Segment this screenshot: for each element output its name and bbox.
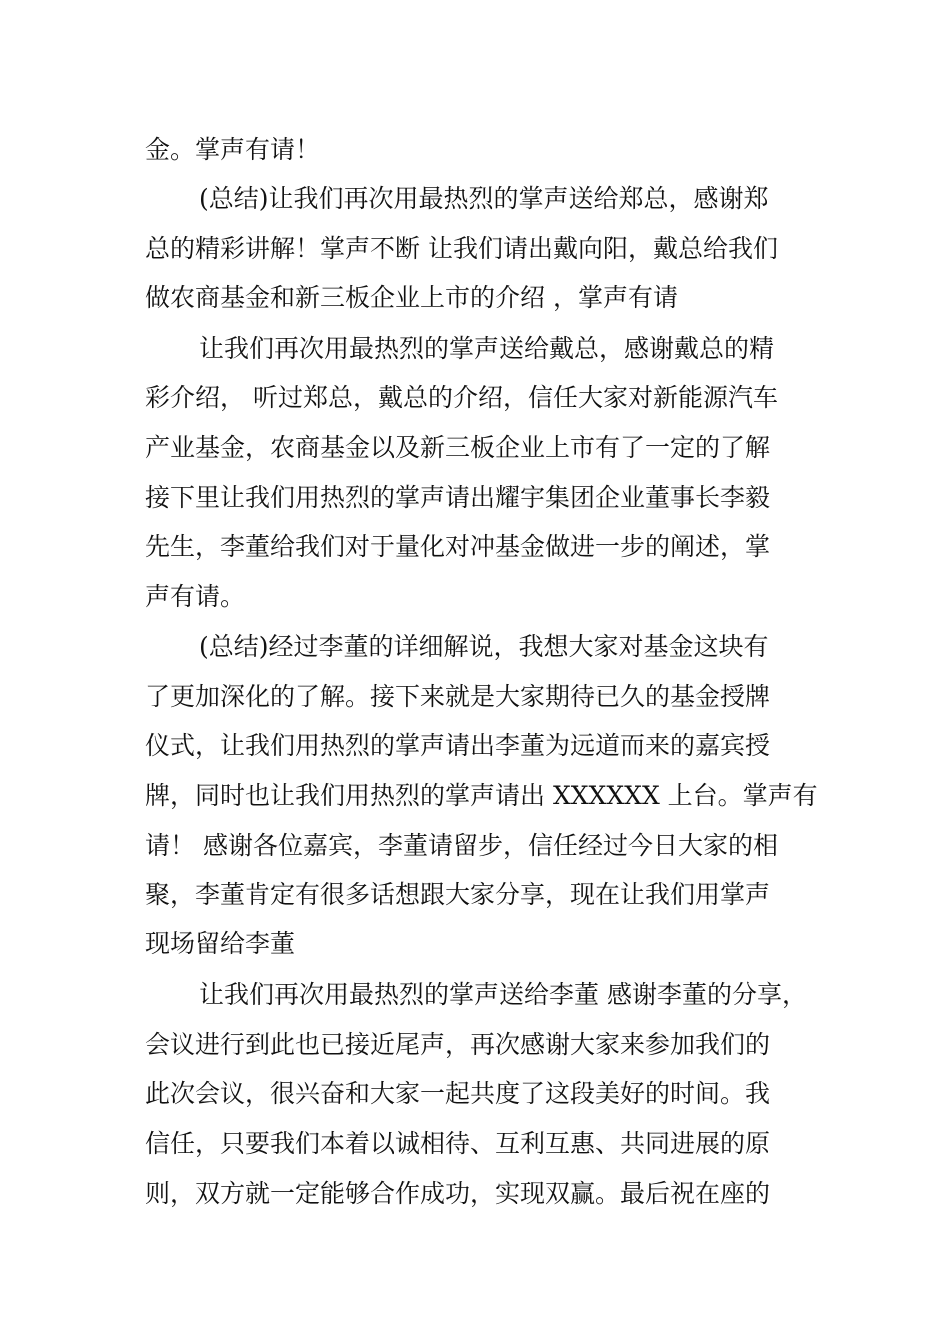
- text-line: 产业基金，农商基金以及新三板企业上市有了一定的了解: [145, 433, 771, 462]
- text-line: (总结)让我们再次用最热烈的掌声送给郑总，感谢郑: [199, 184, 769, 213]
- text-line: 信任，只要我们本着以诚相待、互利互惠、共同进展的原: [145, 1129, 771, 1158]
- text-line: 则，双方就一定能够合作成功，实现双赢。最后祝在座的: [145, 1179, 771, 1208]
- text-line: 仪式，让我们用热烈的掌声请出李董为远道而来的嘉宾授: [145, 731, 771, 760]
- text-line: 现场留给李董: [145, 929, 296, 958]
- text-line: 聚，李董肯定有很多话想跟大家分享，现在让我们用掌声: [145, 880, 771, 909]
- text-line: 先生，李董给我们对于量化对冲基金做进一步的阐述，掌: [145, 532, 771, 561]
- text-line: 了更加深化的了解。接下来就是大家期待已久的基金授牌: [145, 682, 771, 711]
- text-line: 请！ 感谢各位嘉宾，李董请留步，信任经过今日大家的相: [145, 831, 778, 860]
- text-line: (总结)经过李董的详细解说，我想大家对基金这块有: [199, 632, 769, 661]
- text-line: 做农商基金和新三板企业上市的介绍 ，掌声有请: [145, 283, 678, 312]
- text-line: 让我们再次用最热烈的掌声送给李董 感谢李董的分享，: [199, 980, 807, 1009]
- text-line: 声有请。: [145, 582, 246, 611]
- text-line: 彩介绍， 听过郑总，戴总的介绍，信任大家对新能源汽车: [145, 383, 778, 412]
- text-line: 总的精彩讲解！掌声不断 让我们请出戴向阳，戴总给我们: [145, 234, 778, 263]
- text-line: 让我们再次用最热烈的掌声送给戴总，感谢戴总的精: [199, 334, 775, 363]
- text-line: 此次会议，很兴奋和大家一起共度了这段美好的时间。我: [145, 1079, 771, 1108]
- text-line: 金。掌声有请！: [145, 135, 321, 164]
- text-line: 牌，同时也让我们用热烈的掌声请出 XXXXXX 上台。掌声有: [145, 781, 818, 810]
- text-line: 接下里让我们用热烈的掌声请出耀宇集团企业董事长李毅: [145, 483, 771, 512]
- text-line: 会议进行到此也已接近尾声，再次感谢大家来参加我们的: [145, 1030, 771, 1059]
